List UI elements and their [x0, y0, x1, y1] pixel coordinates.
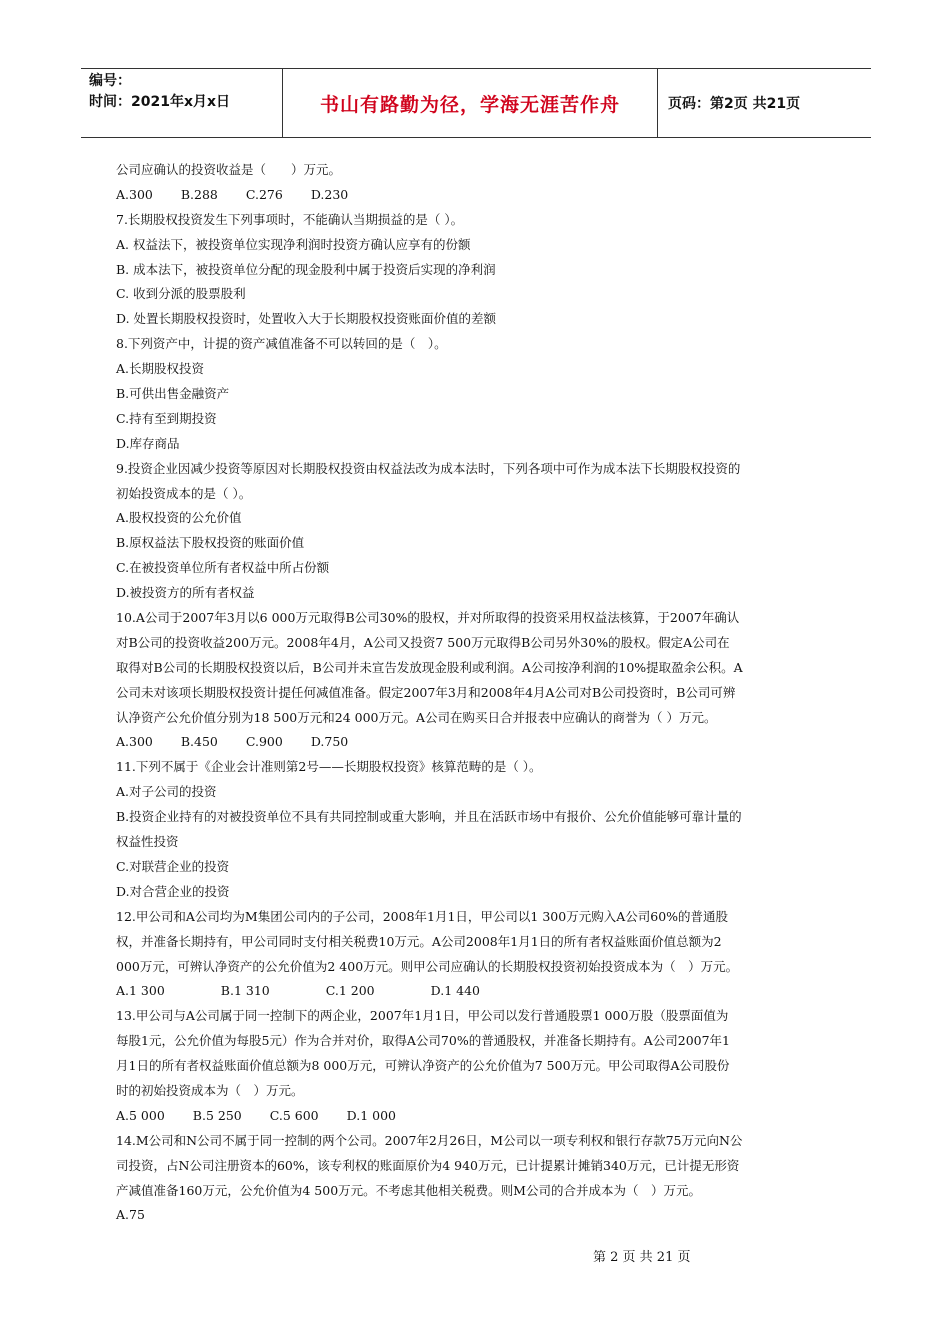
question-9: 9.投资企业因减少投资等原因对长期股权投资由权益法改为成本法时，下列各项中可作为成本法下长期股权投资的 — [116, 460, 741, 476]
question-13-cont: 月1日的所有者权益账面价值总额为8 000万元，可辨认净资产的公允价值为7 500万元。甲公司取得A公司股份 — [116, 1058, 730, 1074]
option: A.300 — [116, 734, 153, 750]
document-body — [116, 158, 836, 1228]
question-14-cont: 司投资，占N公司注册资本的60%，该专利权的账面原价为4 940万元，已计提累计摊销340万元，已计提无形资 — [116, 1157, 740, 1173]
question-7: 7.长期股权投资发生下列事项时，不能确认当期损益的是（ ）。 — [116, 211, 464, 227]
question-10-cont: 公司未对该项长期股权投资计提任何减值准备。假定2007年3月和2008年4月A公司对B公司投资时，B公司可辨 — [116, 684, 736, 700]
option: A.股权投资的公允价值 — [116, 510, 242, 526]
option: A. 权益法下，被投资单位实现净利润时投资方确认应享有的份额 — [116, 236, 471, 252]
option: A.对子公司的投资 — [116, 784, 217, 800]
option: D.1 440 — [430, 983, 480, 999]
question-13: 13.甲公司与A公司属于同一控制下的两企业，2007年1月1日，甲公司以发行普通股票1 000万股（股票面值为 — [116, 1008, 729, 1024]
question-10: 10.A公司于2007年3月以6 000万元取得B公司30%的股权，并对所取得的投资采用权益法核算，于2007年确认 — [116, 610, 740, 626]
answer-options-q13 — [116, 1104, 836, 1129]
option: C.276 — [245, 186, 283, 202]
option: B.5 250 — [192, 1107, 242, 1123]
question-14: 14.M公司和N公司不属于同一控制的两个公司。2007年2月26日，M公司以一项专利权和银行存款75万元向N公 — [116, 1132, 743, 1148]
option: D.被投资方的所有者权益 — [116, 585, 255, 601]
option: B.投资企业持有的对被投资单位不具有共同控制或重大影响，并且在活跃市场中有报价、公允价值能够可靠计量的 — [116, 809, 742, 825]
question-10-cont: 对B公司的投资收益200万元。2008年4月，A公司又投资7 500万元取得B公司另外30%的股权。假定A公司在 — [116, 634, 730, 650]
option: D.1 000 — [346, 1107, 396, 1123]
question-12-cont: 权，并准备长期持有，甲公司同时支付相关税费10万元。A公司2008年1月1日的所有者权益账面价值总额为2 — [116, 933, 722, 949]
option: A.300 — [116, 186, 153, 202]
question-10-cont: 认净资产公允价值分别为18 500万元和24 000万元。A公司在购买日合并报表中应确认的商誉为（ ）万元。 — [116, 709, 717, 725]
option: A.75 — [116, 1207, 145, 1223]
answer-options-q12 — [116, 979, 836, 1004]
option: A.长期股权投资 — [116, 361, 205, 377]
question-13-cont: 时的初始投资成本为（ ）万元。 — [116, 1082, 304, 1098]
header-page-info: 页码：第2页 共21页 — [668, 96, 801, 112]
option-cont: 权益性投资 — [116, 834, 179, 850]
question-9-cont: 初始投资成本的是（ ）。 — [116, 485, 252, 501]
option: C. 收到分派的股票股利 — [116, 286, 246, 302]
option: D.库存商品 — [116, 435, 180, 451]
option: D.750 — [310, 734, 349, 750]
option: D. 处置长期股权投资时，处置收入大于长期股权投资账面价值的差额 — [116, 311, 497, 327]
option: A.5 000 — [116, 1107, 165, 1123]
answer-options-q10 — [116, 730, 836, 755]
question-12-cont: 000万元，可辨认净资产的公允价值为2 400万元。则甲公司应确认的长期股权投资初始投资成本为（ ）万元。 — [116, 958, 739, 974]
option: B.288 — [180, 186, 218, 202]
header-meta — [81, 69, 282, 137]
option: D.230 — [310, 186, 349, 202]
question-11: 11.下列不属于《企业会计准则第2号——长期股权投资》核算范畴的是（ ）。 — [116, 759, 542, 775]
header-motto: 书山有路勤为径，学海无涯苦作舟 — [282, 69, 658, 137]
text-line: 公司应确认的投资收益是（ ）万元。 — [116, 162, 342, 177]
question-8: 8.下列资产中，计提的资产减值准备不可以转回的是（ ）。 — [116, 336, 447, 352]
question-12: 12.甲公司和A公司均为M集团公司内的子公司，2008年1月1日，甲公司以1 300万元购入A公司60%的普通股 — [116, 908, 729, 924]
option: C.5 600 — [269, 1107, 319, 1123]
option: C.对联营企业的投资 — [116, 858, 230, 874]
option: B.450 — [180, 734, 218, 750]
option: B.原权益法下股权投资的账面价值 — [116, 535, 305, 551]
question-10-cont: 取得对B公司的长期股权投资以后，B公司并未宣告发放现金股利或利润。A公司按净利润的10%提取盈余公积。A — [116, 659, 743, 675]
option: C.900 — [245, 734, 283, 750]
page-header — [81, 68, 871, 138]
option: B. 成本法下，被投资单位分配的现金股利中属于投资后实现的净利润 — [116, 261, 496, 277]
question-13-cont: 每股1元，公允价值为每股5元）作为合并对价，取得A公司70%的普通股权，并准备长期持有。A公司2007年1 — [116, 1033, 731, 1049]
option: C.持有至到期投资 — [116, 410, 217, 426]
document-date: 时间：2021年x月x日 — [89, 94, 231, 110]
option: A.1 300 — [116, 983, 165, 999]
footer-page-number: 第 2 页 共 21 页 — [593, 1250, 691, 1265]
option: B.可供出售金融资产 — [116, 386, 230, 402]
option: C.在被投资单位所有者权益中所占份额 — [116, 560, 330, 576]
question-14-cont: 产减值准备160万元，公允价值为4 500万元。不考虑其他相关税费。则M公司的合并成本为（ ）万元。 — [116, 1182, 701, 1198]
option: B.1 310 — [220, 983, 270, 999]
answer-options-q6 — [116, 183, 836, 208]
option: C.1 200 — [325, 983, 375, 999]
option: D.对合营企业的投资 — [116, 883, 230, 899]
document-number-label: 编号： — [89, 73, 131, 89]
